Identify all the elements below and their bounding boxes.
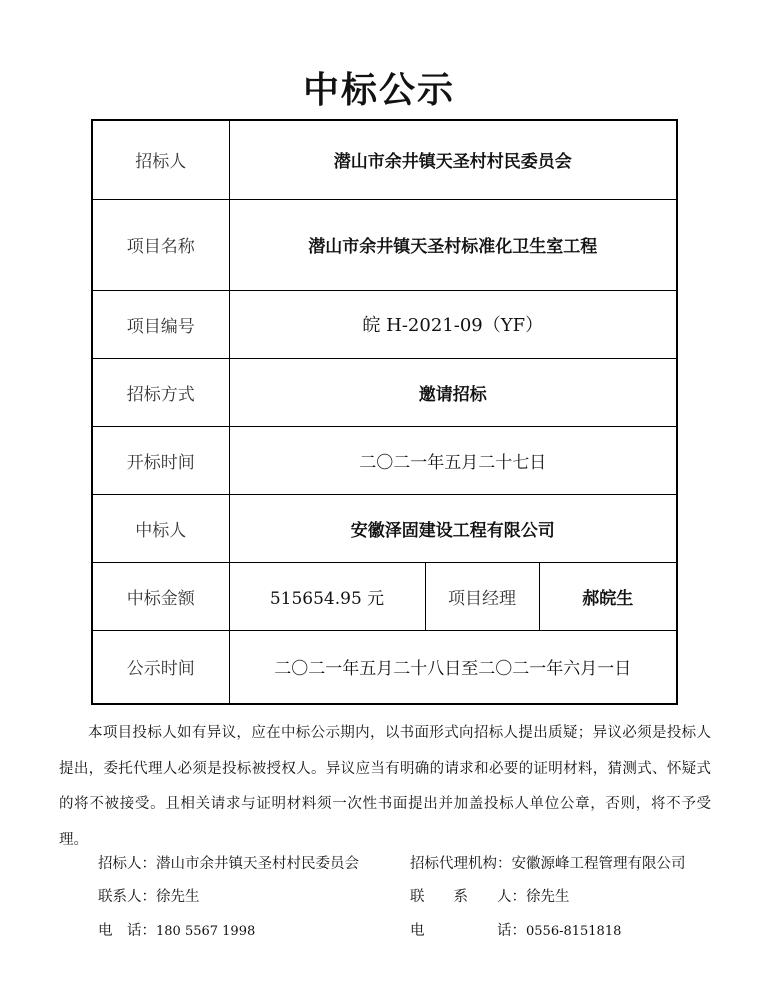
winner-label: 中标人 <box>92 494 229 562</box>
table-row <box>92 290 677 358</box>
project-no-value: 皖 H-2021-09（YF） <box>229 290 677 358</box>
tenderer-phone-value: 180 5567 1998 <box>156 924 256 939</box>
tenderer-contact-org: 招标人：潜山市余井镇天圣村村民委员会 <box>98 856 359 872</box>
manager-label: 项目经理 <box>425 562 539 630</box>
manager-value: 郝皖生 <box>539 562 677 630</box>
table-row <box>92 562 677 630</box>
open-time-value: 二〇二一年五月二十七日 <box>229 426 677 494</box>
table-row <box>92 630 677 704</box>
project-name-label: 项目名称 <box>92 199 229 290</box>
page-title: 中标公示 <box>302 70 455 111</box>
method-label: 招标方式 <box>92 358 229 426</box>
tenderer-contact-person: 联系人：徐先生 <box>98 889 200 905</box>
method-value: 邀请招标 <box>229 358 677 426</box>
tenderer-contact-phone <box>98 919 255 940</box>
amount-label: 中标金额 <box>92 562 229 630</box>
table-row <box>92 426 677 494</box>
tenderer-phone-label: 电 话： <box>98 923 156 939</box>
table-row <box>92 494 677 562</box>
agency-contact-phone <box>410 919 621 940</box>
agency-contact-org: 招标代理机构：安徽源峰工程管理有限公司 <box>410 856 686 872</box>
project-no-label: 项目编号 <box>92 290 229 358</box>
publicity-value: 二〇二一年五月二十八日至二〇二一年六月一日 <box>229 630 677 704</box>
amount-value: 515654.95 元 <box>229 562 425 630</box>
agency-phone-value: 0556-8151818 <box>526 924 622 939</box>
table-row <box>92 358 677 426</box>
open-time-label: 开标时间 <box>92 426 229 494</box>
award-info-table <box>91 119 678 705</box>
publicity-label: 公示时间 <box>92 630 229 704</box>
table-row <box>92 199 677 290</box>
agency-contact-person: 联 系 人：徐先生 <box>410 889 570 905</box>
tenderer-value: 潜山市余井镇天圣村村民委员会 <box>229 120 677 199</box>
tenderer-label: 招标人 <box>92 120 229 199</box>
project-name-value: 潜山市余井镇天圣村标准化卫生室工程 <box>229 199 677 290</box>
agency-phone-label: 电 话： <box>410 923 526 939</box>
table-row <box>92 120 677 199</box>
objection-notice: 本项目投标人如有异议，应在中标公示期内，以书面形式向招标人提出质疑；异议必须是投标人提出，委托代理人必须是投标被授权人。异议应当有明确的请求和必要的证明材料，猜测式、怀疑式的将不被接受。且相关请求与证明材料须一次性书面提出并加盖投标人单位公章，否则，将不予受理。 <box>59 725 711 848</box>
winner-value: 安徽泽固建设工程有限公司 <box>229 494 677 562</box>
